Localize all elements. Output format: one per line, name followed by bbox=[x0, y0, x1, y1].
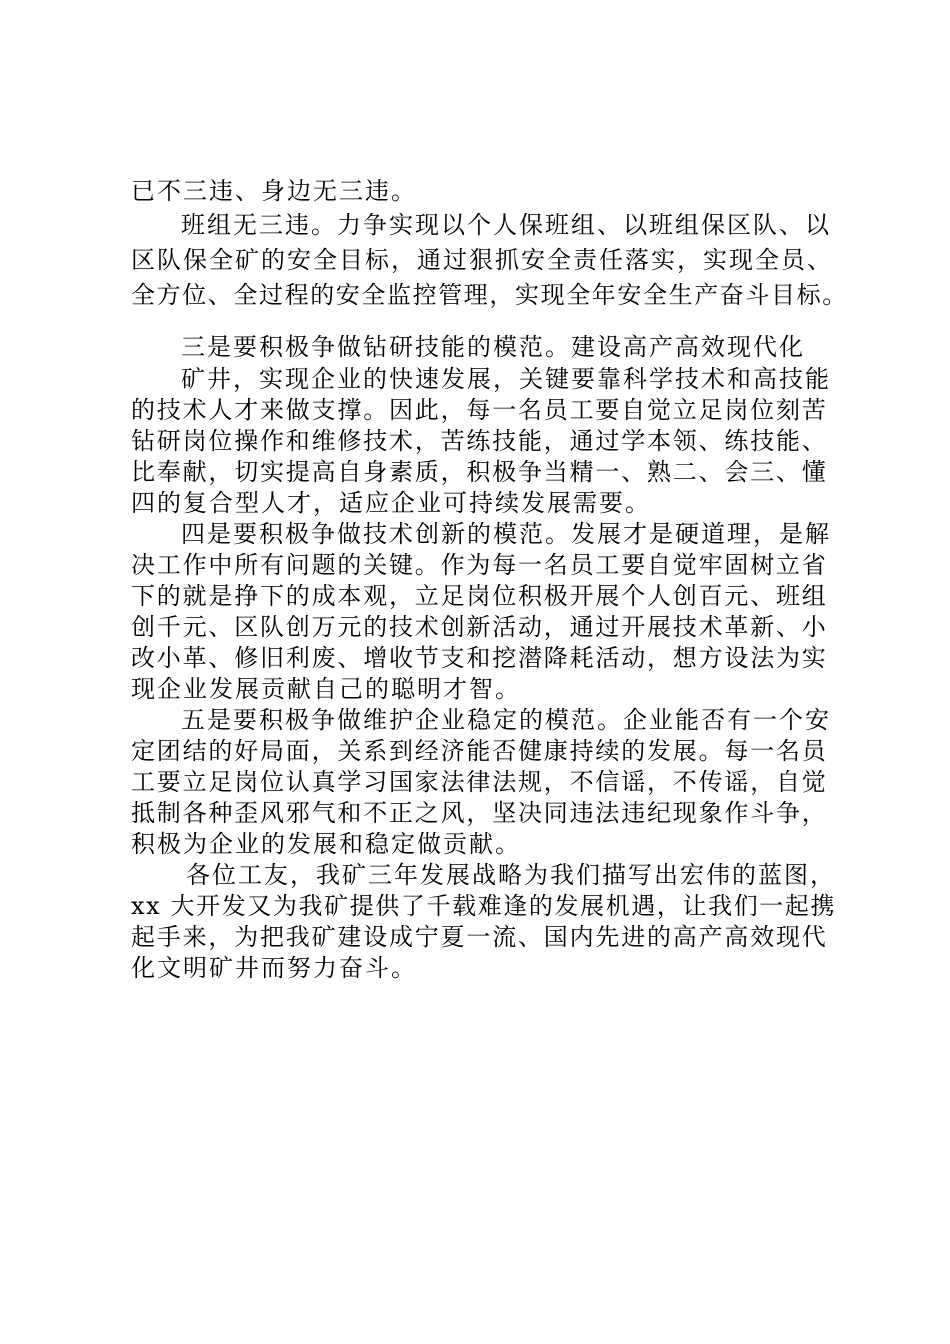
text-line: 的技术人才来做支撑。因此，每一名员工要自觉立足岗位刻苦 bbox=[131, 396, 828, 424]
text-line: 化文明矿井而努力奋斗。 bbox=[131, 954, 417, 982]
text-line: 定团结的好局面，关系到经济能否健康持续的发展。每一名员 bbox=[131, 737, 828, 765]
text-line: 起手来，为把我矿建设成宁夏一流、国内先进的高产高效现代 bbox=[131, 923, 828, 951]
text-line: 积极为企业的发展和稳定做贡献。 bbox=[131, 830, 521, 858]
text-line: 工要立足岗位认真学习国家法律法规，不信谣，不传谣，自觉 bbox=[131, 768, 828, 796]
text-line: 下的就是挣下的成本观，立足岗位积极开展个人创百元、班组 bbox=[131, 582, 828, 610]
text-line: 比奉献，切实提高自身素质，积极争当精一、熟二、会三、懂 bbox=[131, 458, 828, 486]
text-line: 决工作中所有问题的关键。作为每一名员工要自觉牢固树立省 bbox=[131, 551, 828, 579]
text-line: 创千元、区队创万元的技术创新活动，通过开展技术革新、小 bbox=[131, 613, 828, 641]
text-line: 全方位、全过程的安全监控管理，实现全年安全生产奋斗目标。 bbox=[131, 281, 848, 309]
text-line: 区队保全矿的安全目标，通过狠抓安全责任落实，实现全员、 bbox=[131, 246, 833, 274]
text-line: 现企业发展贡献自己的聪明才智。 bbox=[131, 675, 521, 703]
text-line: 四的复合型人才，适应企业可持续发展需要。 bbox=[131, 489, 651, 517]
text-line: xx 大开发又为我矿提供了千载难逢的发展机遇，让我们一起携 bbox=[131, 892, 837, 920]
text-line: 改小革、修旧利废、增收节支和挖潜降耗活动，想方设法为实 bbox=[131, 644, 828, 672]
paragraph-first-line: 班组无三违。力争实现以个人保班组、以班组保区队、以 bbox=[181, 211, 831, 239]
paragraph-first-line: 五是要积极争做维护企业稳定的模范。企业能否有一个安 bbox=[181, 706, 831, 734]
text-line: 抵制各种歪风邪气和不正之风，坚决同违法违纪现象作斗争， bbox=[131, 799, 828, 827]
text-line: 矿井，实现企业的快速发展，关键要靠科学技术和高技能 bbox=[181, 365, 831, 393]
text-line: 已不三违、身边无三违。 bbox=[131, 177, 417, 205]
text-line: 钻研岗位操作和维修技术，苦练技能，通过学本领、练技能、 bbox=[131, 427, 828, 455]
paragraph-first-line: 四是要积极争做技术创新的模范。发展才是硬道理，是解 bbox=[181, 520, 831, 548]
paragraph-first-line: 三是要积极争做钻研技能的模范。建设高产高效现代化 bbox=[181, 333, 805, 361]
paragraph-first-line: 各位工友，我矿三年发展战略为我们描写出宏伟的蓝图， bbox=[186, 861, 836, 889]
